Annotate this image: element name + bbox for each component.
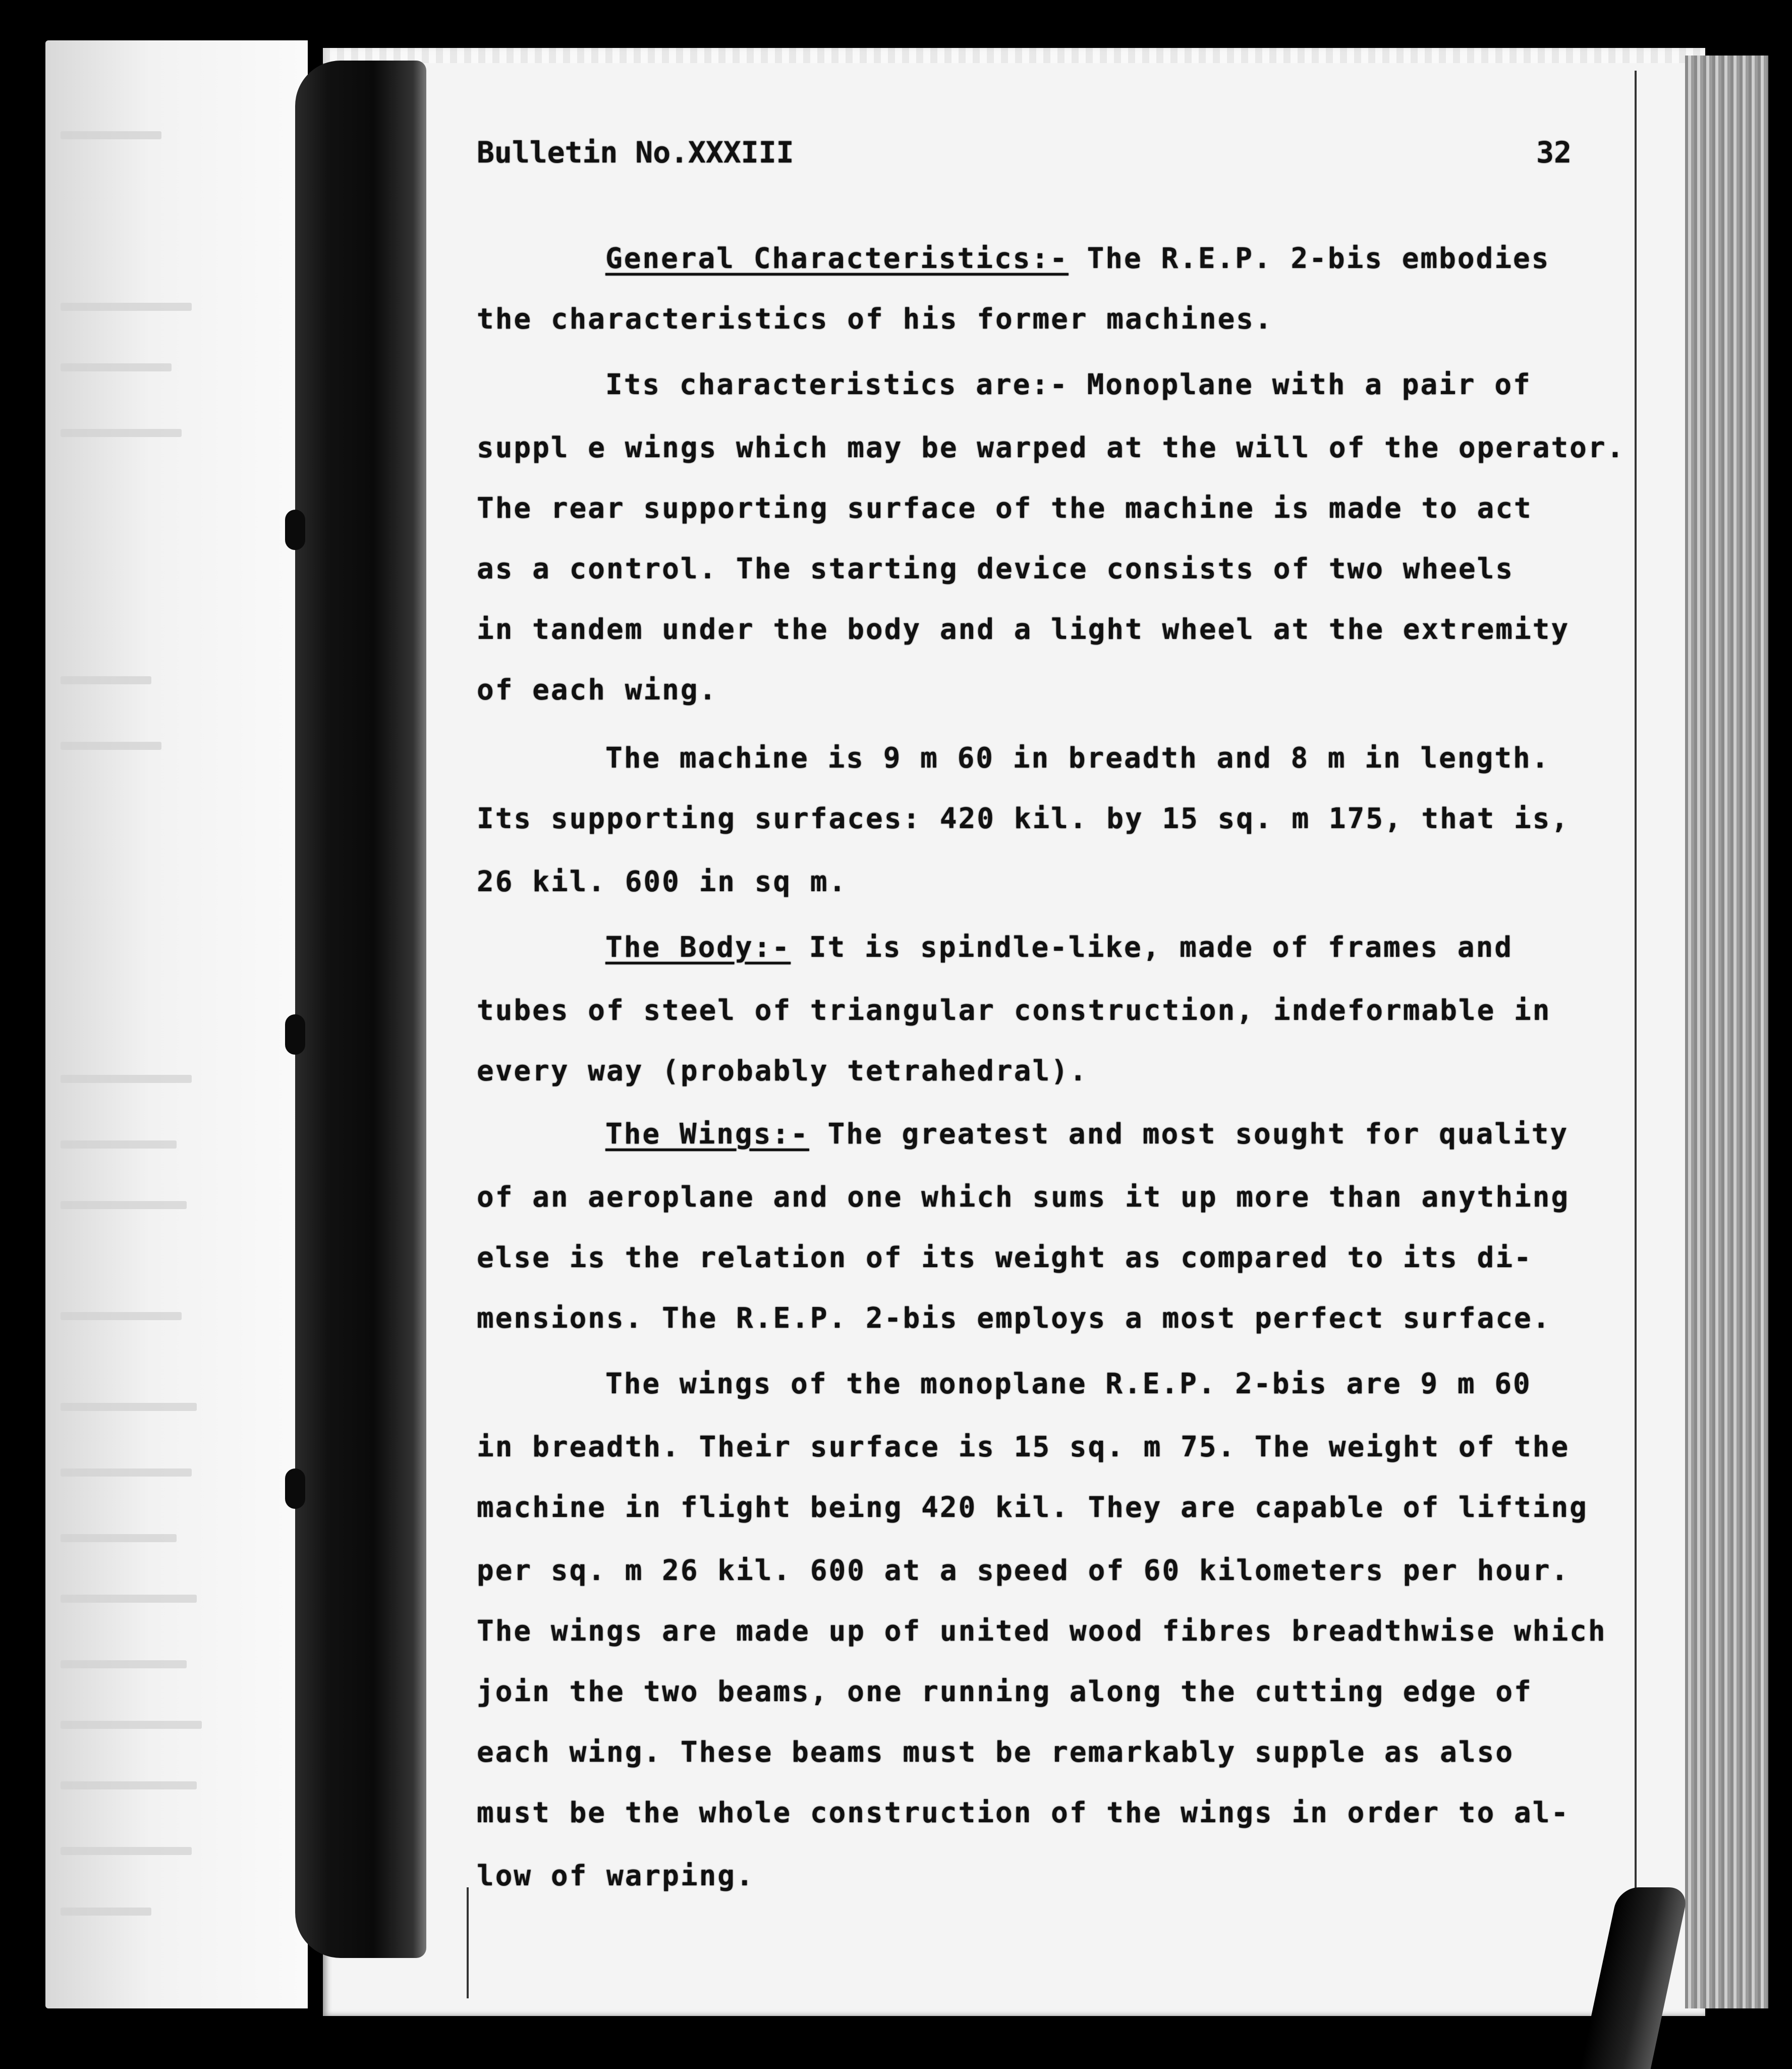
section-heading-general: General Characteristics:-	[605, 242, 1069, 275]
text-line: must be the whole construction of the wings in order to al-	[477, 1796, 1570, 1829]
section-heading-body: The Body:-	[605, 931, 791, 964]
text-line: in breadth. Their surface is 15 sq. m 75. The weight of the	[477, 1431, 1570, 1463]
binding-staple	[285, 1468, 305, 1509]
page-border-line	[1635, 71, 1637, 1978]
page-number: 32	[1536, 135, 1572, 170]
ghost-text	[61, 1075, 192, 1083]
text-span: It is spindle-like, made of frames and	[791, 931, 1514, 964]
text-span: The R.E.P. 2-bis embodies	[1068, 242, 1550, 275]
text-line: tubes of steel of triangular construction, indeformable in	[477, 994, 1551, 1027]
text-line: per sq. m 26 kil. 600 at a speed of 60 kilometers per hour.	[477, 1554, 1570, 1587]
text-line: every way (probably tetrahedral).	[477, 1055, 1088, 1087]
book-page-edges	[1685, 56, 1771, 2008]
ghost-text	[61, 1781, 197, 1789]
text-line	[605, 242, 1550, 275]
ghost-text	[61, 1721, 202, 1729]
ghost-text	[61, 363, 172, 371]
ghost-text	[61, 742, 161, 750]
text-line	[605, 931, 1513, 964]
ghost-text	[61, 1534, 177, 1542]
text-line: Its characteristics are:- Monoplane with a pair of	[605, 368, 1532, 401]
text-line: as a control. The starting device consists of two wheels	[477, 553, 1515, 585]
text-span: The greatest and most sought for quality	[809, 1118, 1569, 1151]
text-line: The machine is 9 m 60 in breadth and 8 m in length.	[605, 742, 1550, 775]
binding-staple	[285, 1014, 305, 1055]
page-border-line	[467, 1887, 469, 1998]
ghost-text	[61, 1312, 182, 1320]
ghost-text	[61, 131, 161, 139]
text-line: join the two beams, one running along the cutting edge of	[477, 1675, 1533, 1708]
text-line: suppl e wings which may be warped at the will of the operator.	[477, 431, 1626, 464]
text-line: of each wing.	[477, 674, 718, 706]
facing-page	[45, 40, 308, 2008]
ghost-text	[61, 1847, 192, 1855]
ghost-text	[61, 1908, 151, 1916]
text-line: else is the relation of its weight as compared to its di-	[477, 1241, 1533, 1274]
document-page	[323, 48, 1705, 2016]
ghost-text	[61, 1595, 197, 1603]
text-line: Its supporting surfaces: 420 kil. by 15 sq. m 175, that is,	[477, 802, 1570, 835]
text-line: The wings of the monoplane R.E.P. 2-bis are 9 m 60	[605, 1368, 1532, 1400]
ghost-text	[61, 303, 192, 311]
text-line: low of warping.	[477, 1860, 755, 1892]
bulletin-title: Bulletin No.XXXIII	[477, 135, 794, 170]
ghost-text	[61, 1403, 197, 1411]
section-heading-wings: The Wings:-	[605, 1118, 809, 1151]
text-line: The rear supporting surface of the machine is made to act	[477, 492, 1533, 525]
text-line	[605, 1118, 1569, 1151]
book-edge-shadow	[1768, 56, 1792, 2008]
text-line: each wing. These beams must be remarkably supple as also	[477, 1736, 1515, 1769]
ghost-text	[61, 676, 151, 684]
page-header	[477, 135, 1602, 170]
ghost-text	[61, 1468, 192, 1477]
text-line: mensions. The R.E.P. 2-bis employs a most perfect surface.	[477, 1302, 1551, 1335]
text-line: 26 kil. 600 in sq m.	[477, 865, 848, 898]
text-line: in tandem under the body and a light wheel at the extremity	[477, 613, 1570, 646]
book-gutter	[295, 61, 426, 1958]
ghost-text	[61, 1140, 177, 1149]
ghost-text	[61, 1660, 187, 1668]
text-line: The wings are made up of united wood fibres breadthwise which	[477, 1615, 1607, 1648]
binding-staple	[285, 510, 305, 550]
page-top-edge	[323, 48, 1705, 63]
text-line: machine in flight being 420 kil. They are capable of lifting	[477, 1491, 1588, 1524]
ghost-text	[61, 1201, 187, 1209]
text-line: the characteristics of his former machines.	[477, 303, 1273, 336]
text-line: of an aeroplane and one which sums it up more than anything	[477, 1181, 1570, 1214]
ghost-text	[61, 429, 182, 437]
